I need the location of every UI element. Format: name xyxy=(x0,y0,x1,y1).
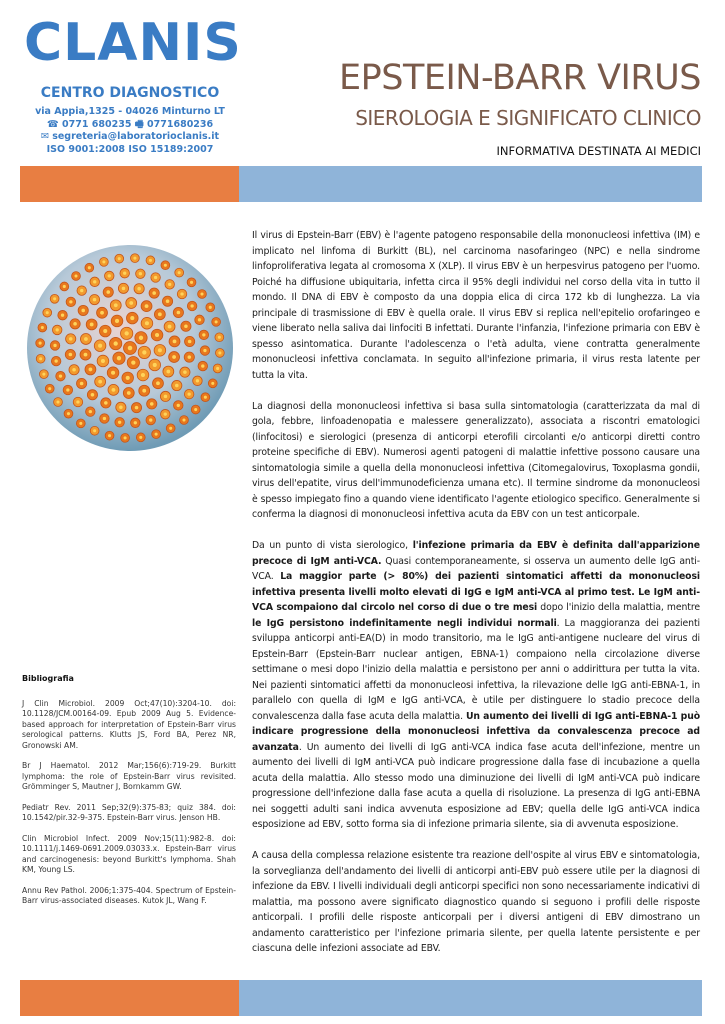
bibliography-ref: Annu Rev Pathol. 2006;1:375-404. Spectrum of Epstein-Barr virus-associated diseases. Kutok JL, Wang F. xyxy=(22,885,236,905)
footer-orange-bar xyxy=(20,980,239,1016)
bold-run: l'infezione primaria da EBV è definita dall'apparizione precoce di IgM anti-VCA. xyxy=(252,540,700,567)
phone-number: 0771 680235 xyxy=(62,118,132,130)
centro-diagnostico-label: CENTRO DIAGNOSTICO xyxy=(40,85,220,101)
text-run: Quasi contemporaneamente, si osserva un aumento delle IgG anti-VCA. xyxy=(252,555,701,582)
bold-run: La maggior parte (> 80%) dei pazienti sintomatici affetti da mononucleosi infettiva presenta livelli molto elevati di IgG e IgM anti-VCA al primo test. Le IgM anti-VCA scompaiono dal circolo nel corso di due o tre mesi xyxy=(252,571,700,613)
bold-run: Un aumento dei livelli di IgG anti-EBNA-1 può indicare progressione della mononucleosi infettiva da convalescenza precoce ad avanzata xyxy=(252,710,700,753)
text-run: dopo l'inizio della malattia, mentre xyxy=(537,602,700,613)
bibliography-ref: Br J Haematol. 2012 Mar;156(6):719-29. Burkitt lymphoma: the role of Epstein-Barr virus revisited. Grömminger S, Mautner J, Bornkamm GW. xyxy=(22,761,236,791)
contact-block xyxy=(20,106,240,156)
clanis-logo: CLANIS xyxy=(24,13,242,73)
paragraph-intro: Il virus di Epstein-Barr (EBV) è l'agente patogeno responsabile della mononucleosi infettiva (IM) e implicato nel linfoma di Burkitt (BL), nel carcinoma nasofaringeo (NPC) e nella sindrome linfoproliferativa legata al cromosoma X (XLP). Il virus EBV è un herpesvirus patogeno per l'uomo. Poiché ha diffusione ubiquitaria, infetta circa il 95% degli individui nel corso della vita in tutto il mondo. Il DNA di EBV è composto da una doppia elica di circa 172 kb di lunghezza. La via principale di trasmissione di EBV è quella orale. Il virus EBV si replica nell'epitelio orofaringeo e viene liberato nella saliva dai linfociti B infettati. Durante l'infanzia, l'infezione primaria con EBV è spesso asintomatica. Durante l'adolescenza o l'età adulta, viene contratta generalmente mononucleosi infettiva conclamata. In seguito all'infezione primaria, il virus resta latente per tutta la vita. xyxy=(252,230,700,381)
phone-icon: ☎ xyxy=(46,118,59,130)
email-icon: ✉ xyxy=(40,131,49,142)
bibliography-heading: Bibliografia xyxy=(22,674,74,683)
text-run: Da un punto di vista sierologico, xyxy=(252,540,413,551)
text-run: . Un aumento dei livelli di IgG anti-VCA indica fase acuta dell'infezione, mentre un aumento dei livelli di IgM anti-VCA può indicare progressione dalla fase di incubazione a quella acuta della malattia. Allo stesso modo una diminuzione dei livelli di IgM anti-VCA può indicare progressione dell'infezione dalla fase acuta a quella di risoluzione. La presenza di IgG anti-EBNA nei soggetti adulti sani indica avvenuta esposizione ad EBV; quella delle IgG anti-VCA indica esposizione ad EBV, sotto forma sia di infezione primaria silente, sia di avvenuta esposizione. xyxy=(252,741,700,830)
paragraph-serology xyxy=(252,538,700,833)
email-line xyxy=(20,131,240,144)
header-orange-bar xyxy=(20,166,239,202)
paragraph-diagnosis: La diagnosi della mononucleosi infettiva si basa sulla sintomatologia (caratterizzata da mal di gola, febbre, linfoadenopatia e malessere generalizzato), associata a riscontri ematologici (linfocitosi) e sierologici (presenza di anticorpi eterofili circolanti e/o anticorpi diretti contro proteine specifiche di EBV). Numerosi agenti patogeni di malattie infettive possono causare una sintomatologia simile a quella della mononucleosi infettiva (Citomegalovirus, Toxoplasma gondii, virus dell'epatite, virus dell'immunodeficienza umana etc). Il termine sindrome da mononucleosi è spesso impiegato fino a quando viene identificato l'agente etiologico specifico. Generalmente si conferma la diagnosi di mononucleosi infettiva acuta da EBV con un test anticorpale. xyxy=(252,400,700,520)
bibliography-ref: J Clin Microbiol. 2009 Oct;47(10):3204-10. doi: 10.1128/JCM.00164-09. Epub 2009 Aug 5. Evidence-based approach for interpretation of Epstein-Barr virus serological patterns. Klutts JS, Ford BA, Perez NR, Gronowski AM. xyxy=(22,698,236,750)
bibliography-ref: Pediatr Rev. 2011 Sep;32(9):375-83; quiz 384. doi: 10.1542/pir.32-9-375. Epstein-Barr virus. Jenson HB. xyxy=(22,802,236,822)
audience-label: INFORMATIVA DESTINATA AI MEDICI xyxy=(496,144,701,158)
fax-number: 0771680236 xyxy=(147,118,214,130)
text-run: . La maggioranza dei pazienti sviluppa anticorpi anti-EA(D) in modo transitorio, ma le IgG anti-antigene nucleare del virus di Epstein-Barr (Epstein-Barr nuclear antigen, EBNA-1) compaiono nella circolazione diverse settimane o mesi dopo l'inizio della malattia e persistono per anni o addirittura per tutta la vita. Nei pazienti sintomatici affetti da mononucleosi infettiva, la rilevazione delle IgG anti-EBNA-1, in parallelo con quella di IgM e IgG anti-VCA, è utile per distinguere lo stadio precoce della convalescenza dalla fase acuta della malattia. xyxy=(252,617,700,722)
email-address[interactable]: segreteria@laboratorioclanis.it xyxy=(52,131,220,142)
main-text xyxy=(252,228,700,972)
bibliography-ref: Clin Microbiol Infect. 2009 Nov;15(11):982-8. doi: 10.1111/j.1469-0691.2009.03033.x. Epstein-Barr virus and carcinogenesis: beyond Burkitt's lymphoma. Shah KM, Young LS. xyxy=(22,833,236,874)
iso-certifications: ISO 9001:2008 ISO 15189:2007 xyxy=(46,143,214,155)
footer-blue-bar xyxy=(239,980,702,1016)
fax-icon: 🖷 xyxy=(134,118,144,130)
page-subtitle: SIEROLOGIA E SIGNIFICATO CLINICO xyxy=(355,106,701,130)
address: via Appia,1325 - 04026 Minturno LT xyxy=(35,106,225,117)
page-title: EPSTEIN-BARR VIRUS xyxy=(339,58,701,98)
virus-illustration xyxy=(24,242,236,454)
paragraph-monitoring: A causa della complessa relazione esistente tra reazione dell'ospite al virus EBV e sintomatologia, la sorveglianza dell'andamento dei livelli di anticorpi anti-EBV può essere utile per la diagnosi di infezione da EBV. I livelli individuali degli anticorpi specifici non sono necessariamente indicativi di malattia, ma possono avere significato diagnostico quando si seguono i profili delle risposte anticorpali. I profili delle risposte anticorpali per i diversi antigeni di EBV dimostrano un andamento caratteristico per l'infezione primaria silente, per quella latente persistente e per ciascuna delle infezioni associate ad EBV. xyxy=(252,850,700,954)
header-blue-bar xyxy=(239,166,702,202)
bold-run: le IgG persistono indefinitamente negli individui normali xyxy=(252,617,557,629)
phone-line xyxy=(20,119,240,132)
bibliography xyxy=(22,674,236,917)
